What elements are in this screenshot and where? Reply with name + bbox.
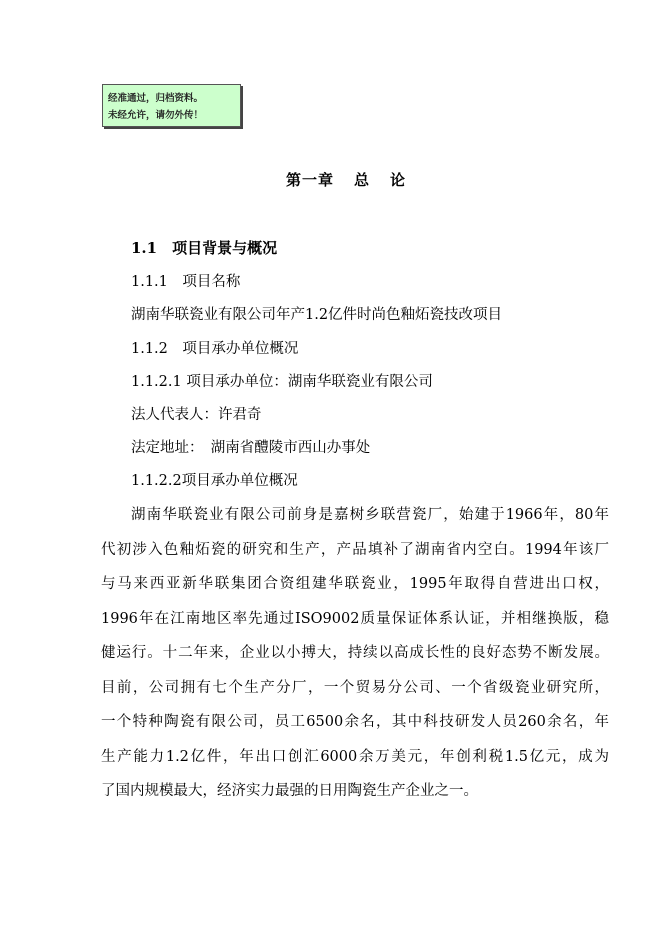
- section-heading-1-1: 1.1 项目背景与概况: [131, 239, 278, 257]
- confidentiality-notice: [102, 84, 241, 127]
- paragraph-line: 了国内规模最大，经济实力最强的日用陶瓷生产企业之一。: [101, 783, 478, 799]
- chapter-word-2: 论: [390, 171, 407, 189]
- company-overview-paragraph: [101, 503, 609, 814]
- paragraph-line: 1996年在江南地区率先通过ISO9002质量保证体系认证，并相继换版，稳: [101, 610, 609, 627]
- paragraph-line: 生产能力1.2亿件，年出口创汇6000余万美元，年创利税1.5亿元，成为: [101, 748, 609, 765]
- notice-line-2: 未经允许，请勿外传！: [108, 110, 204, 121]
- chapter-word-1: 总: [353, 171, 370, 189]
- paragraph-line: 一个特种陶瓷有限公司，员工6500余名，其中科技研发人员260余名，年: [101, 714, 609, 730]
- paragraph-line: 目前，公司拥有七个生产分厂，一个贸易分公司、一个省级瓷业研究所，: [101, 679, 609, 696]
- subsection-heading-1-1-2: 1.1.2 项目承办单位概况: [131, 341, 299, 357]
- paragraph-line: 湖南华联瓷业有限公司前身是嘉树乡联营瓷厂，始建于1966年，80年: [131, 507, 609, 523]
- subsection-heading-1-1-1: 1.1.1 项目名称: [131, 274, 241, 290]
- paragraph-line: 健运行。十二年来，企业以小搏大，持续以高成长性的良好态势不断发展。: [101, 645, 609, 661]
- chapter-title: [0, 169, 662, 190]
- notice-line-1: 经准通过，归档资料。: [108, 93, 204, 104]
- legal-address: 法定地址： 湖南省醴陵市西山办事处: [131, 440, 371, 456]
- paragraph-line: 代初涉入色釉炻瓷的研究和生产，产品填补了湖南省内空白。1994年该厂: [101, 541, 609, 558]
- undertaking-unit: 1.1.2.1 项目承办单位：湖南华联瓷业有限公司: [131, 374, 433, 390]
- chapter-number: 第一章: [285, 171, 334, 189]
- legal-representative: 法人代表人：许君奇: [131, 407, 262, 423]
- project-name: 湖南华联瓷业有限公司年产1.2亿件时尚色釉炻瓷技改项目: [131, 307, 503, 323]
- subsection-heading-1-1-2-2: 1.1.2.2项目承办单位概况: [131, 473, 298, 489]
- paragraph-line: 与马来西亚新华联集团合资组建华联瓷业，1995年取得自营进出口权，: [101, 576, 609, 592]
